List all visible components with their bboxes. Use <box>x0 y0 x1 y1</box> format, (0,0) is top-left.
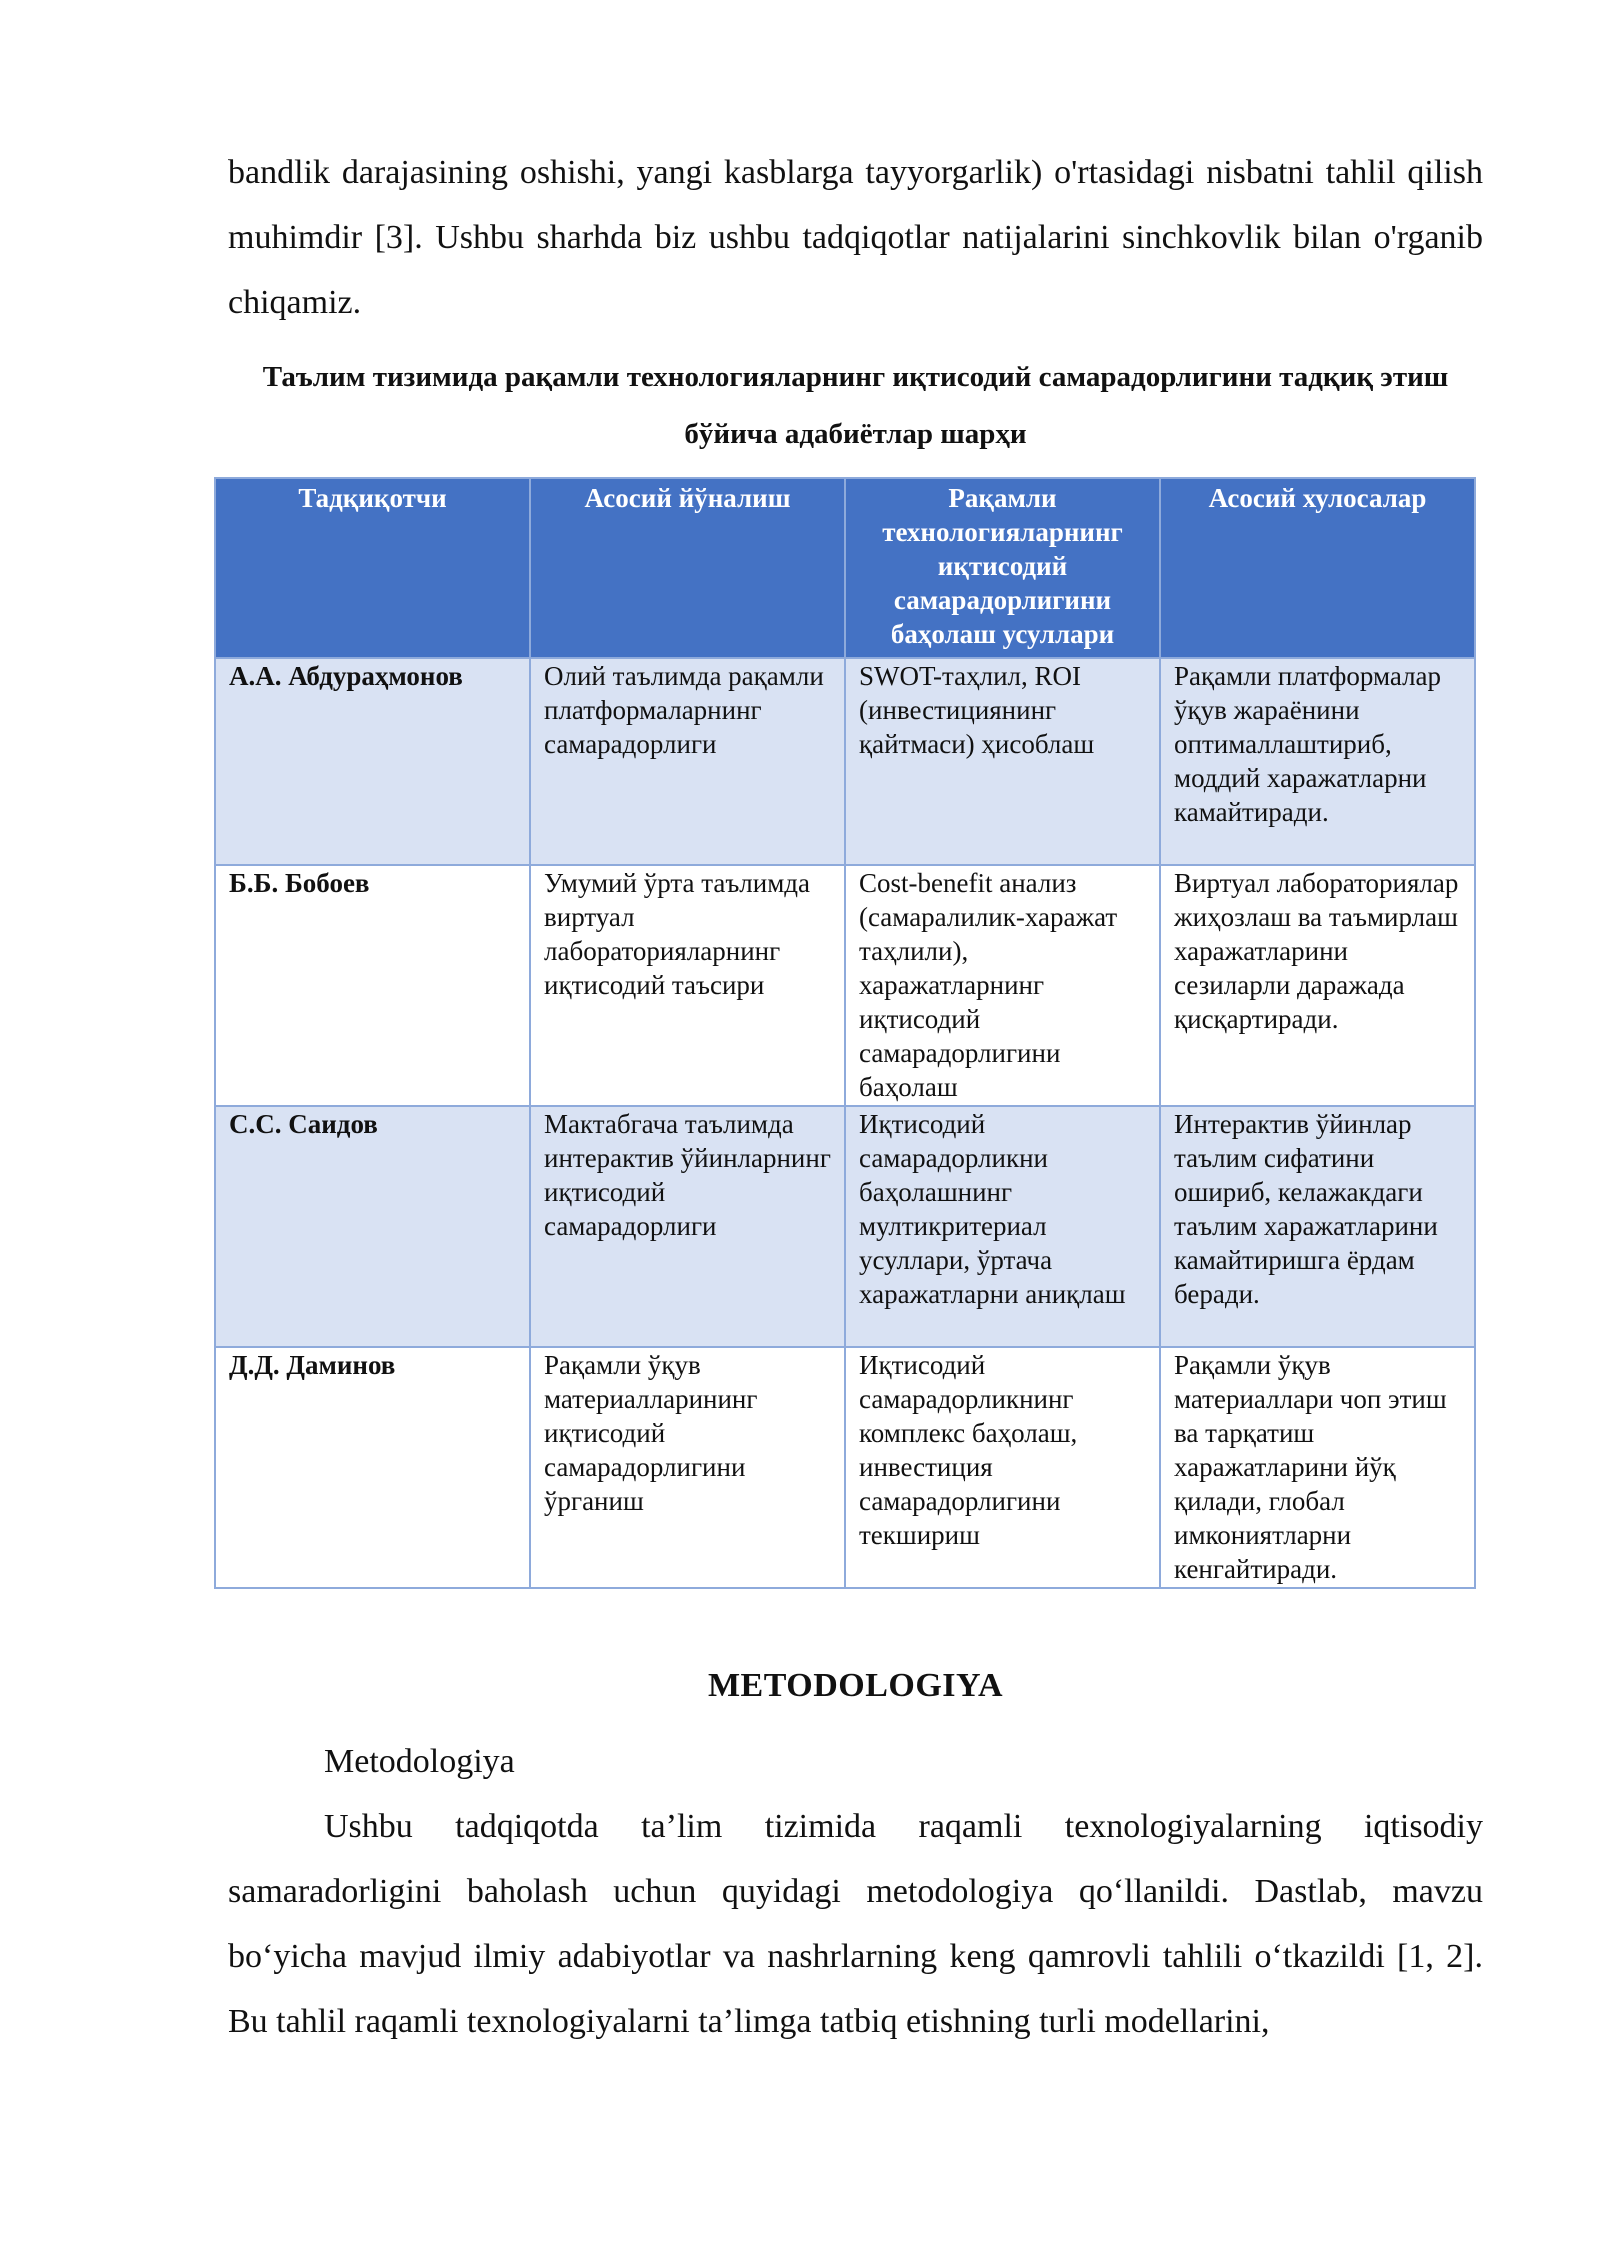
header-main-focus: Асосий йўналиш <box>530 478 845 658</box>
conclusions-cell: Виртуал лабораториялар жиҳозлаш ва таъмирлаш харажатларини сезиларли даражада қисқартиради. <box>1160 865 1475 1106</box>
intro-paragraph: bandlik darajasining oshishi, yangi kasblarga tayyorgarlik) o'rtasidagi nisbatni tahlil qilish muhimdir [3]. Ushbu sharhda biz ushbu tadqiqotlar natijalarini sinchkovlik bilan o'rganib chiqamiz. <box>228 154 1483 321</box>
conclusions-cell: Интерактив ўйинлар таълим сифатини ошириб, келажакдаги таълим харажатларини камайтиришга ёрдам беради. <box>1160 1106 1475 1347</box>
section-heading: METODOLOGIYA <box>707 1667 1004 1704</box>
methods-cell: SWOT-таҳлил, ROI (инвестициянинг қайтмаси) ҳисоблаш <box>845 658 1160 865</box>
header-evaluation-methods: Рақамли технологияларнинг иқтисодий самарадорлигини баҳолаш усуллари <box>845 478 1160 658</box>
conclusions-cell: Рақамли ўқув материаллари чоп этиш ва тарқатиш харажатларини йўқ қилади, глобал имкониятларни кенгайтиради. <box>1160 1347 1475 1588</box>
methods-cell: Cost-benefit анализ (самаралилик-харажат таҳлили), харажатларнинг иқтисодий самарадорлигини баҳолаш <box>845 865 1160 1106</box>
researcher-cell: А.А. Абдураҳмонов <box>215 658 530 865</box>
table-header-row <box>215 478 1475 658</box>
conclusions-cell: Рақамли платформалар ўқув жараёнини оптималлаштириб, моддий харажатларни камайтиради. <box>1160 658 1475 865</box>
focus-cell: Олий таълимда рақамли платформаларнинг самарадорлиги <box>530 658 845 865</box>
subheading: Metodologiya <box>324 1743 515 1780</box>
header-researcher: Тадқиқотчи <box>215 478 530 658</box>
table-row <box>215 658 1475 865</box>
literature-table-wrapper <box>214 477 1474 1589</box>
methods-cell: Иқтисодий самарадорликни баҳолашнинг мултикритериал усуллари, ўртача харажатларни аниқлаш <box>845 1106 1160 1347</box>
document-page <box>228 140 1483 2054</box>
table-row <box>215 1106 1475 1347</box>
literature-review-table <box>214 477 1476 1589</box>
focus-cell: Мактабгача таълимда интерактив ўйинларнинг иқтисодий самарадорлиги <box>530 1106 845 1347</box>
researcher-cell: С.С. Саидов <box>215 1106 530 1347</box>
body-paragraph: Ushbu tadqiqotda ta’lim tizimida raqamli texnologiyalarning iqtisodiy samaradorligini baholash uchun quyidagi metodologiya qo‘llanildi. Dastlab, mavzu bo‘yicha mavjud ilmiy adabiyotlar va nashrlarning keng qamrovli tahlili o‘tkazildi [1, 2]. Bu tahlil raqamli texnologiyalarni ta’limga tatbiq etishning turli modellarini, <box>228 1808 1483 2040</box>
focus-cell: Умумий ўрта таълимда виртуал лабораторияларнинг иқтисодий таъсири <box>530 865 845 1106</box>
table-row <box>215 1347 1475 1588</box>
header-main-conclusions: Асосий хулосалар <box>1160 478 1475 658</box>
table-row <box>215 865 1475 1106</box>
researcher-cell: Д.Д. Даминов <box>215 1347 530 1588</box>
methods-cell: Иқтисодий самарадорликнинг комплекс баҳолаш, инвестиция самарадорлигини текшириш <box>845 1347 1160 1588</box>
table-caption: Таълим тизимида рақамли технологияларнинг иқтисодий самарадорлигини тадқиқ этиш бўйича адабиётлар шарҳи <box>262 361 1449 450</box>
focus-cell: Рақамли ўқув материалларининг иқтисодий самарадорлигини ўрганиш <box>530 1347 845 1588</box>
researcher-cell: Б.Б. Бобоев <box>215 865 530 1106</box>
